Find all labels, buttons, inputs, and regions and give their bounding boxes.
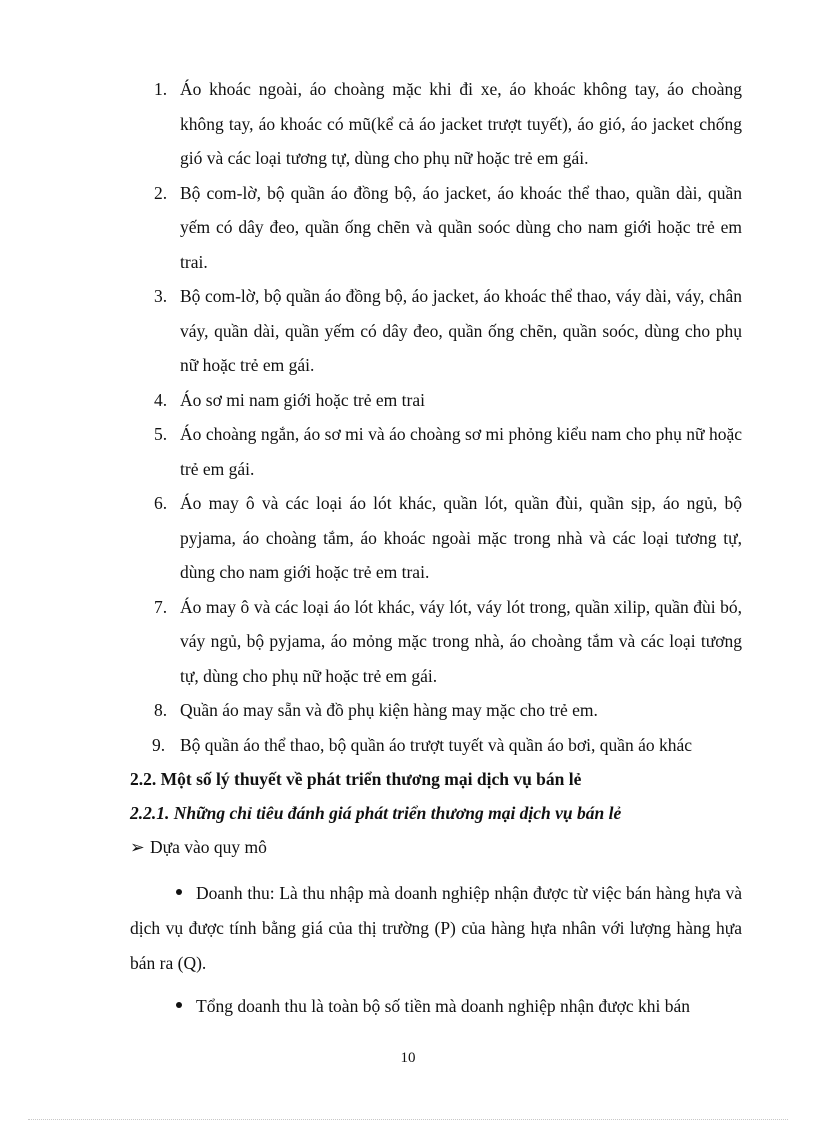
subsection-heading: 2.2.1. Những chỉ tiêu đánh giá phát triển thương mại dịch vụ bán lẻ bbox=[130, 803, 622, 823]
list-number: 3. bbox=[154, 286, 168, 306]
list-text: Áo choàng ngắn, áo sơ mi và áo choàng sơ mi phỏng kiểu nam cho phụ nữ hoặc trẻ em gái. bbox=[180, 424, 742, 479]
list-item bbox=[130, 486, 742, 590]
arrow-item-text: Dựa vào quy mô bbox=[150, 837, 267, 857]
list-number: 4. bbox=[154, 389, 168, 410]
arrow-bullet-icon: ➢ bbox=[130, 837, 145, 857]
list-text: Bộ com-lờ, bộ quần áo đồng bộ, áo jacket, áo khoác thể thao, váy dài, váy, chân váy, quần dài, quần yếm có dây đeo, quần ống chẽn, quần soóc, dùng cho phụ nữ hoặc trẻ em gái. bbox=[180, 286, 742, 375]
list-item bbox=[130, 590, 742, 694]
list-item bbox=[130, 383, 742, 418]
bullet-dot-icon bbox=[176, 1002, 182, 1008]
bullet-text: Doanh thu: Là thu nhập mà doanh nghiệp nhận được từ việc bán hàng hựa và dịch vụ được tính bằng giá của thị trường (P) của hàng hựa nhân với lượng hàng hựa bán ra (Q). bbox=[130, 883, 742, 973]
list-item bbox=[130, 279, 742, 383]
arrow-item bbox=[130, 830, 742, 864]
list-number: 9. bbox=[152, 734, 166, 755]
list-number: 7. bbox=[154, 596, 168, 617]
list-text: Bộ quần áo thể thao, bộ quần áo trượt tuyết và quần áo bơi, quần áo khác bbox=[180, 734, 693, 755]
list-number: 2. bbox=[154, 182, 168, 203]
bullet-paragraph bbox=[130, 989, 742, 1024]
list-item bbox=[130, 176, 742, 280]
list-text: Áo may ô và các loại áo lót khác, váy lót, váy lót trong, quần xilip, quần đùi bó, váy ngủ, bộ pyjama, áo mỏng mặc trong nhà, áo choàng tắm và các loại tương tự, dùng cho phụ nữ hoặc trẻ em gái. bbox=[180, 596, 742, 686]
list-item bbox=[130, 693, 742, 728]
footer-divider bbox=[28, 1119, 788, 1120]
bullet-paragraph bbox=[130, 876, 742, 981]
list-number: 6. bbox=[154, 493, 168, 513]
list-number: 1. bbox=[154, 79, 168, 99]
list-item bbox=[130, 72, 742, 176]
bullet-dot-icon bbox=[176, 889, 182, 895]
list-text: Áo may ô và các loại áo lót khác, quần lót, quần đùi, quần sịp, áo ngủ, bộ pyjama, áo choàng tắm, áo khoác ngoài mặc trong nhà và các loại tương tự, dùng cho nam giới hoặc trẻ em trai. bbox=[180, 493, 742, 582]
list-item bbox=[130, 417, 742, 486]
page-number: 10 bbox=[400, 1050, 416, 1066]
product-list bbox=[130, 72, 742, 762]
section-heading: 2.2. Một số lý thuyết về phát triển thương mại dịch vụ bán lẻ bbox=[130, 769, 582, 789]
list-text: Bộ com-lờ, bộ quần áo đồng bộ, áo jacket, áo khoác thể thao, quần dài, quần yếm có dây đeo, quần ống chẽn và quần soóc dùng cho nam giới hoặc trẻ em trai. bbox=[180, 182, 742, 272]
list-number: 5. bbox=[154, 424, 168, 444]
list-text: Áo khoác ngoài, áo choàng mặc khi đi xe, áo khoác không tay, áo choàng không tay, áo khoác có mũ(kể cả áo jacket trượt tuyết), áo gió, áo jacket chống gió và các loại tương tự, dùng cho phụ nữ hoặc trẻ em gái. bbox=[180, 79, 742, 168]
list-text: Áo sơ mi nam giới hoặc trẻ em trai bbox=[180, 389, 425, 410]
page-content bbox=[130, 72, 742, 1032]
list-text: Quần áo may sẵn và đồ phụ kiện hàng may mặc cho trẻ em. bbox=[180, 700, 598, 720]
list-item bbox=[130, 728, 742, 763]
list-number: 8. bbox=[154, 700, 168, 720]
bullet-text: Tổng doanh thu là toàn bộ số tiền mà doanh nghiệp nhận được khi bán bbox=[196, 996, 691, 1016]
